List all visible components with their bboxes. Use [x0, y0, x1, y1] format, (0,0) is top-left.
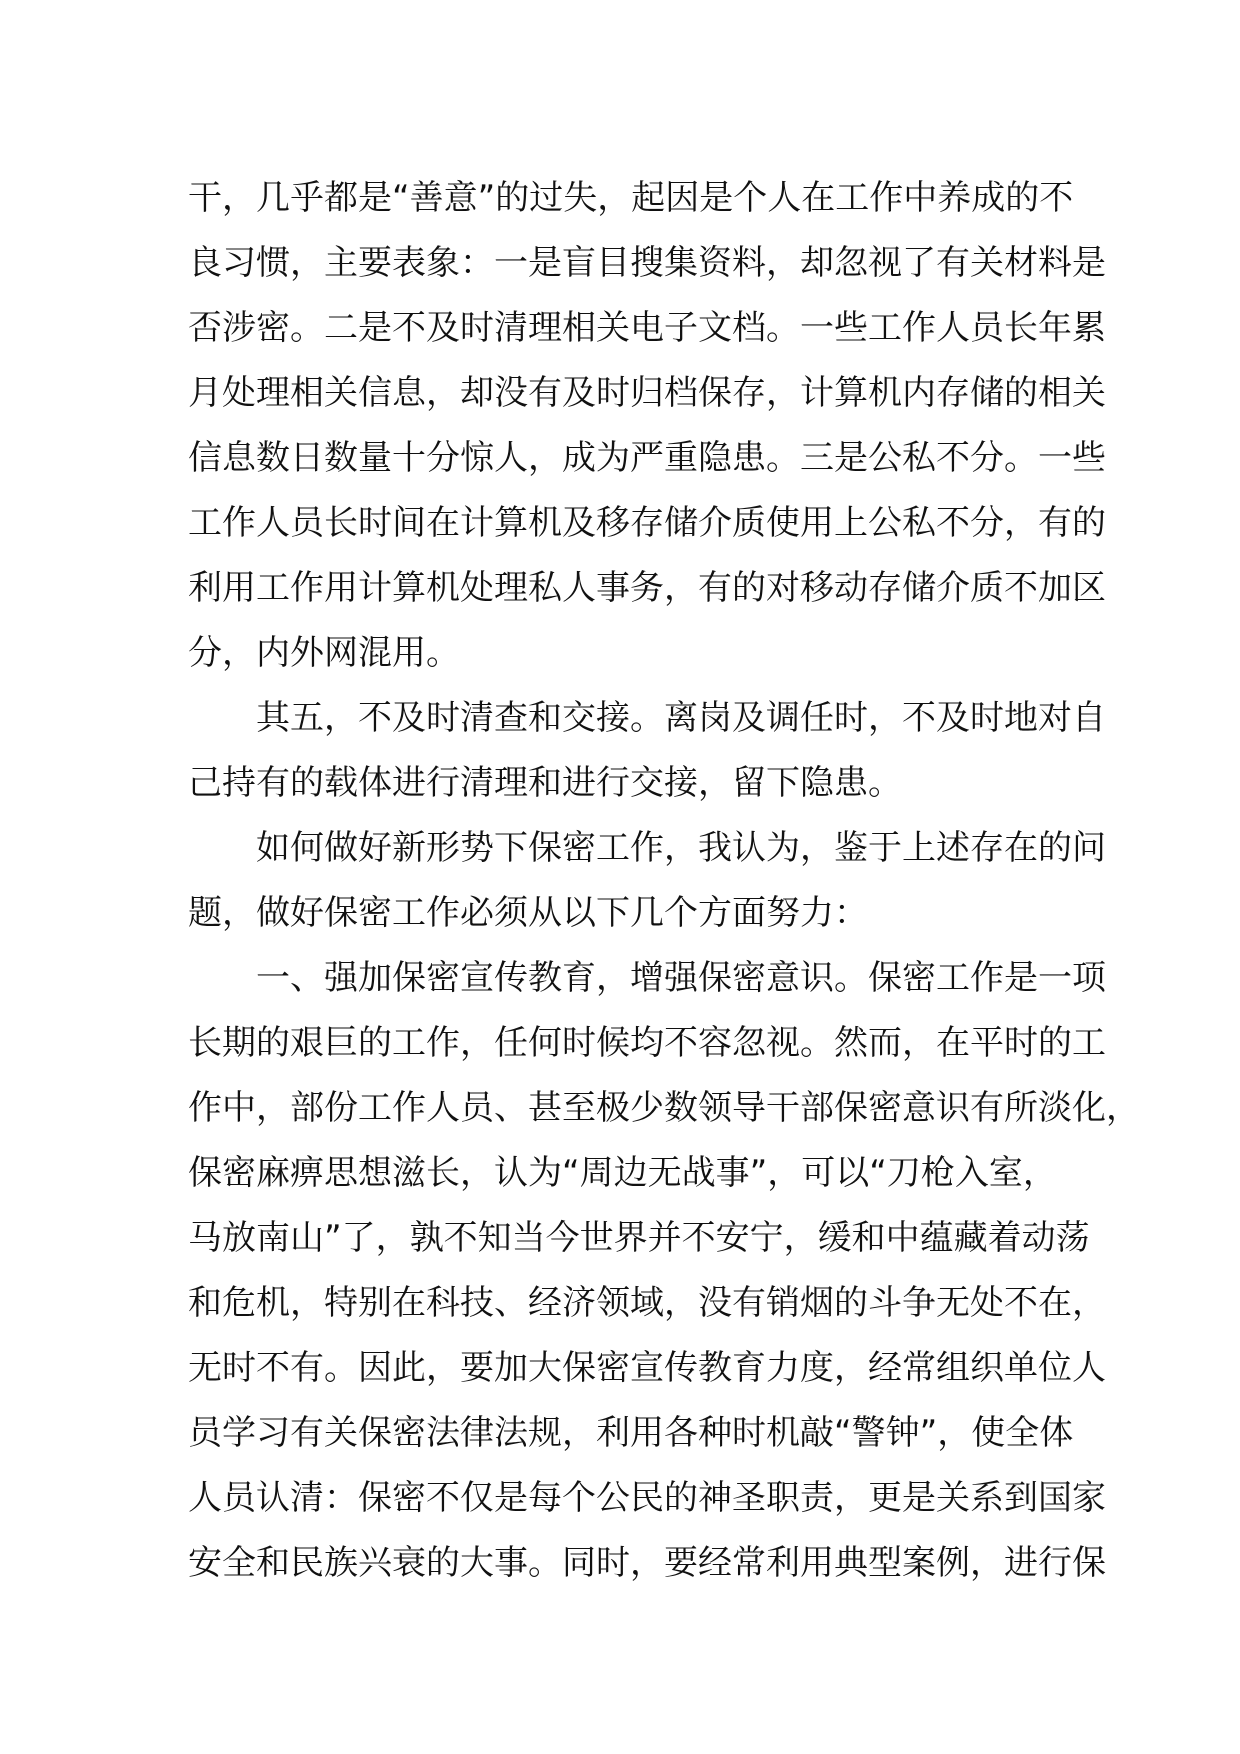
text-line: 保密麻痹思想滋长，认为“周边无战事”，可以“刀枪入室， — [188, 1153, 1057, 1193]
text-line: 马放南山”了，孰不知当今世界并不安宁，缓和中蕴藏着动荡 — [188, 1218, 1090, 1258]
text-line: 信息数日数量十分惊人，成为严重隐患。三是公私不分。一些 — [188, 438, 1106, 478]
text-line: 如何做好新形势下保密工作，我认为，鉴于上述存在的问 — [188, 828, 1106, 868]
text-line: 否涉密。二是不及时清理相关电子文档。一些工作人员长年累 — [188, 308, 1106, 348]
text-line: 利用工作用计算机处理私人事务，有的对移动存储介质不加区 — [188, 568, 1106, 608]
text-line: 作中，部份工作人员、甚至极少数领导干部保密意识有所淡化， — [188, 1088, 1140, 1128]
text-line: 良习惯，主要表象：一是盲目搜集资料，却忽视了有关材料是 — [188, 243, 1106, 283]
text-line: 和危机，特别在科技、经济领域，没有销烟的斗争无处不在， — [188, 1283, 1106, 1323]
body-text — [188, 166, 1140, 1596]
text-line: 己持有的载体进行清理和进行交接，留下隐患。 — [188, 763, 902, 803]
text-line: 分，内外网混用。 — [188, 633, 460, 673]
text-line: 题，做好保密工作必须从以下几个方面努力： — [188, 893, 868, 933]
text-line: 安全和民族兴衰的大事。同时，要经常利用典型案例，进行保 — [188, 1543, 1106, 1583]
text-line: 工作人员长时间在计算机及移存储介质使用上公私不分，有的 — [188, 503, 1106, 543]
text-line: 干，几乎都是“善意”的过失，起因是个人在工作中养成的不 — [188, 178, 1074, 218]
text-line: 无时不有。因此，要加大保密宣传教育力度，经常组织单位人 — [188, 1348, 1106, 1388]
text-line: 月处理相关信息，却没有及时归档保存，计算机内存储的相关 — [188, 373, 1106, 413]
text-line: 其五，不及时清查和交接。离岗及调任时，不及时地对自 — [188, 698, 1106, 738]
text-line: 员学习有关保密法律法规，利用各种时机敲“警钟”，使全体 — [188, 1413, 1074, 1453]
text-line: 一、强加保密宣传教育，增强保密意识。保密工作是一项 — [188, 958, 1106, 998]
text-line: 人员认清：保密不仅是每个公民的神圣职责，更是关系到国家 — [188, 1478, 1106, 1518]
text-line: 长期的艰巨的工作，任何时候均不容忽视。然而，在平时的工 — [188, 1023, 1106, 1063]
